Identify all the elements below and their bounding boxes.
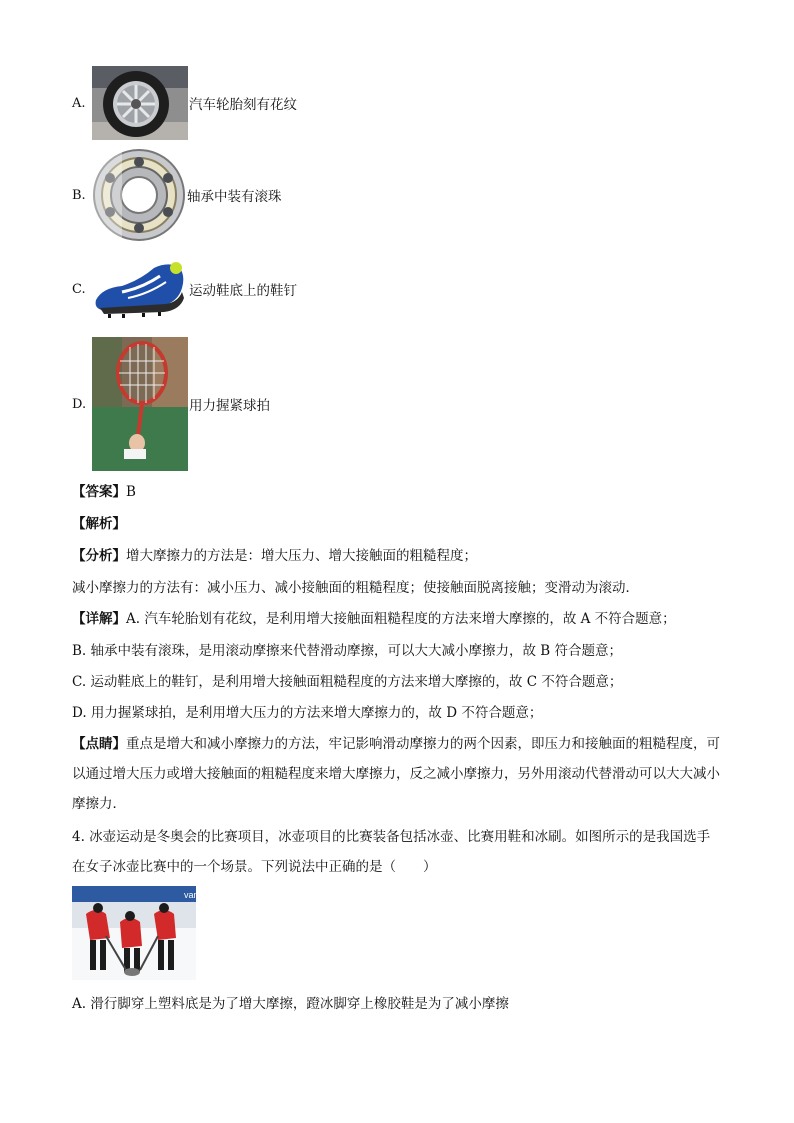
dianjing-paragraph — [72, 729, 722, 819]
banner-text: van — [184, 890, 199, 900]
option-d — [72, 337, 270, 471]
dianjing-tag: 【点睛】 — [72, 736, 126, 752]
ball-bearing-image — [92, 146, 186, 244]
curling-image — [72, 886, 199, 980]
option-a — [72, 66, 297, 140]
analysis-line-2: 减小摩擦力的方法有：减小压力、减小接触面的粗糙程度；使接触面脱离接触；变滑动为滚动． — [72, 580, 639, 596]
detail-line-a — [72, 609, 676, 629]
car-tire-image — [92, 66, 188, 140]
answer-value: B — [126, 484, 136, 500]
answer-line — [72, 482, 136, 502]
option-c — [72, 258, 297, 320]
analysis-line — [72, 546, 477, 566]
sports-shoe-image — [92, 258, 188, 320]
fenxi-tag: 【分析】 — [72, 548, 126, 564]
option-text: 运动鞋底上的鞋钉 — [189, 283, 297, 299]
dianjing-text: 重点是增大和减小摩擦力的方法，牢记影响滑动摩擦力的两个因素，即压力和接触面的粗糙程度，可以通过增大压力或增大接触面的粗糙程度来增大摩擦力，反之减小摩擦力，另外用滚动代替滑动可以大大减小摩擦力． — [72, 736, 720, 812]
analysis-heading: 【解析】 — [72, 516, 126, 532]
detail-line-b: B. 轴承中装有滚珠，是用滚动摩擦来代替滑动摩擦，可以大大减小摩擦力，故 B 符合题意； — [72, 643, 623, 659]
option-b — [72, 146, 282, 244]
option-text: 用力握紧球拍 — [189, 398, 270, 414]
option-letter: B. — [72, 187, 86, 203]
option-text: 汽车轮胎刻有花纹 — [189, 97, 297, 113]
option-text: 轴承中装有滚珠 — [187, 189, 282, 205]
tennis-racket-image — [92, 337, 188, 471]
option-letter: D. — [72, 396, 87, 412]
answer-tag: 【答案】 — [72, 484, 126, 500]
option-letter: A. — [72, 95, 86, 111]
option-letter: C. — [72, 281, 86, 297]
question-4-text: 4. 冰壶运动是冬奥会的比赛项目，冰壶项目的比赛装备包括冰壶、比赛用鞋和冰刷。如图所示的是我国选手在女子冰壶比赛中的一个场景。下列说法中正确的是（ ） — [72, 829, 711, 875]
detail-line-c: C. 运动鞋底上的鞋钉，是利用增大接触面粗糙程度的方法来增大摩擦的，故 C 不符合题意； — [72, 674, 623, 690]
fenxi-text: 增大摩擦力的方法是：增大压力、增大接触面的粗糙程度； — [126, 548, 477, 564]
detail-text: A. 汽车轮胎划有花纹，是利用增大接触面粗糙程度的方法来增大摩擦的，故 A 不符合题意； — [126, 611, 676, 627]
question-4-option-a: A. 滑行脚穿上塑料底是为了增大摩擦，蹬冰脚穿上橡胶鞋是为了减小摩擦 — [72, 996, 509, 1012]
detail-tag: 【详解】 — [72, 611, 126, 627]
detail-line-d: D. 用力握紧球拍，是利用增大压力的方法来增大摩擦力的，故 D 不符合题意； — [72, 705, 543, 721]
